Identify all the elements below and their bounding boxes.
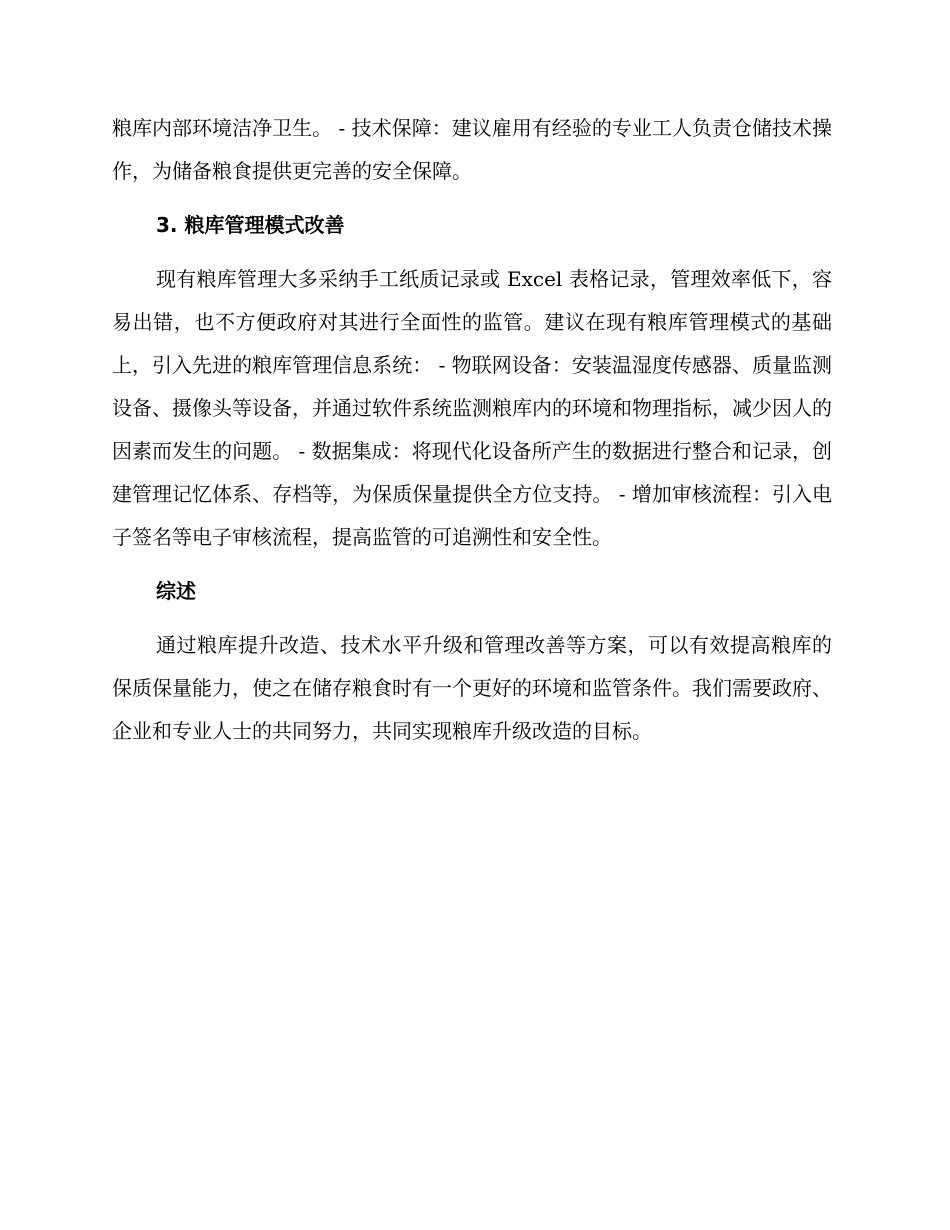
paragraph-continued: 粮库内部环境洁净卫生。 - 技术保障：建议雇用有经验的专业工人负责仓储技术操作，为储备粮食提供更完善的安全保障。	[112, 116, 832, 183]
document-body	[112, 107, 832, 753]
paragraph-summary: 通过粮库提升改造、技术水平升级和管理改善等方案，可以有效提高粮库的保质保量能力，使之在储存粮食时有一个更好的环境和监管条件。我们需要政府、企业和专业人士的共同努力，共同实现粮库升级改造的目标。	[112, 633, 832, 743]
section-heading-summary: 综述	[156, 579, 196, 603]
paragraph-management: 现有粮库管理大多采纳手工纸质记录或 Excel 表格记录，管理效率低下，容易出错，也不方便政府对其进行全面性的监管。建议在现有粮库管理模式的基础上，引入先进的粮库管理信息系统： - 物联网设备：安装温湿度传感器、质量监测设备、摄像头等设备，并通过软件系统监测粮库内的环境和物理指标，减少因人的因素而发生的问题。 - 数据集成：将现代化设备所产生的数据进行整合和记录，创建管理记忆体系、存档等，为保质保量提供全方位支持。 - 增加审核流程：引入电子签名等电子审核流程，提高监管的可追溯性和安全性。	[112, 267, 832, 549]
section-heading-3: 3. 粮库管理模式改善	[156, 213, 345, 237]
